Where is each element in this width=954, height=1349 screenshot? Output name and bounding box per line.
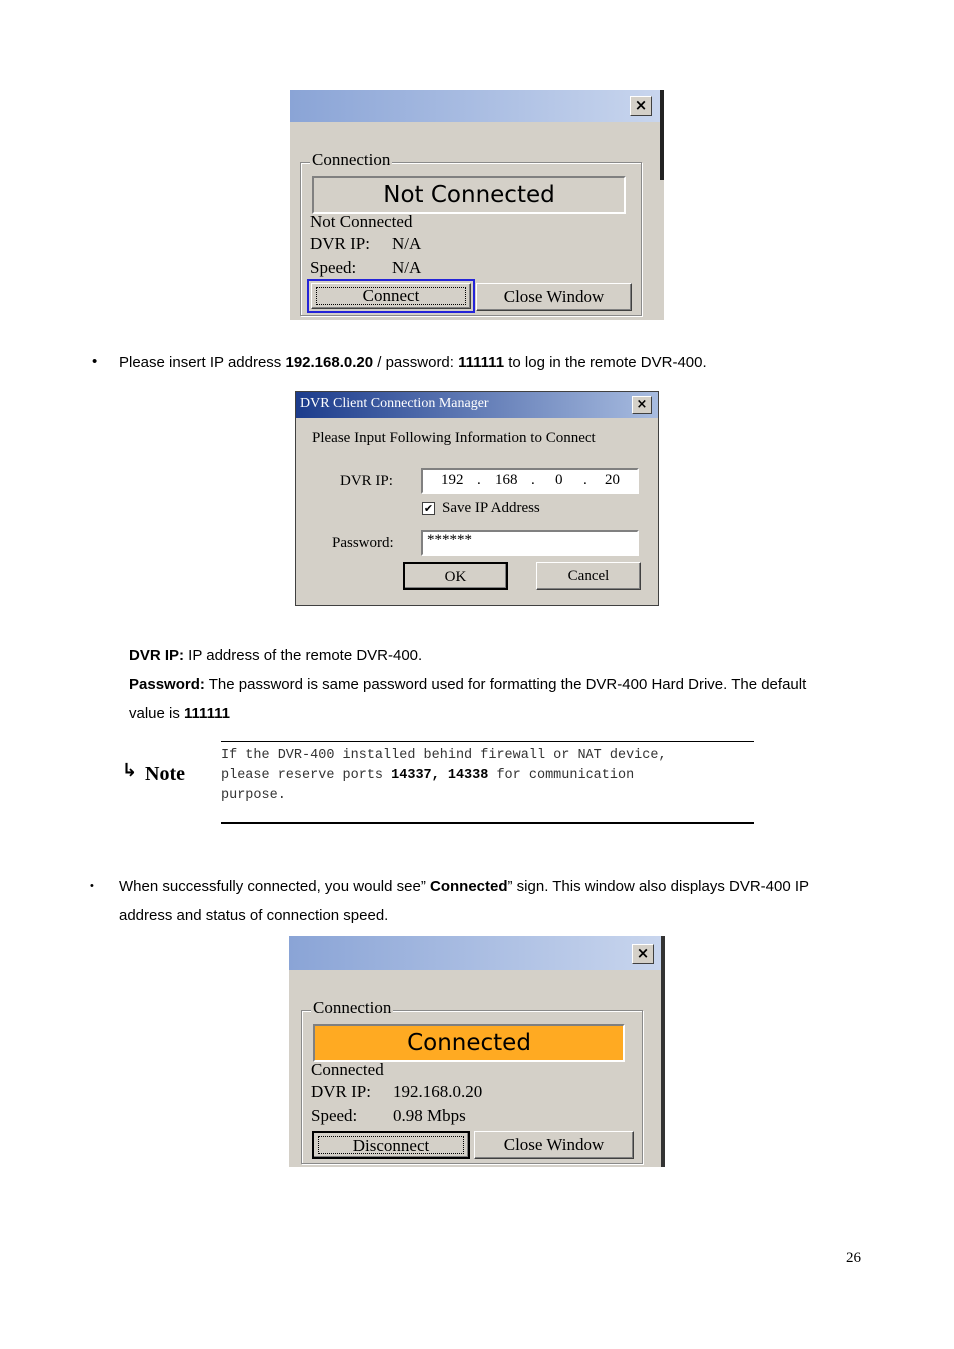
default-value-bold: 111111 bbox=[184, 705, 230, 722]
ip-dot: . bbox=[477, 472, 481, 488]
title-bar bbox=[290, 90, 664, 122]
speed-value: 0.98 Mbps bbox=[393, 1106, 466, 1125]
term-bold: DVR IP: bbox=[129, 647, 185, 664]
close-icon[interactable]: × bbox=[630, 96, 652, 116]
definition-password bbox=[129, 676, 806, 693]
bullet-paragraph-connected bbox=[119, 878, 809, 895]
disconnect-button-label: Disconnect bbox=[352, 1136, 430, 1155]
connection-status-box: Not Connected bbox=[312, 176, 626, 214]
text-segment: please reserve ports bbox=[221, 768, 392, 783]
disconnect-button[interactable] bbox=[312, 1131, 470, 1159]
note-bottom-rule bbox=[221, 822, 754, 824]
bullet-paragraph-connected-line2: address and status of connection speed. bbox=[119, 907, 389, 924]
ip-dot: . bbox=[583, 472, 587, 488]
term-bold: Password: bbox=[129, 676, 205, 693]
text-segment: value is bbox=[129, 705, 185, 722]
dvr-ip-label: DVR IP: bbox=[340, 473, 393, 489]
close-icon[interactable]: × bbox=[632, 396, 652, 414]
connected-bold: Connected bbox=[430, 878, 508, 895]
pushpin-icon: ↳ bbox=[122, 760, 138, 781]
note-line-1: If the DVR-400 installed behind firewall or NAT device, bbox=[221, 748, 667, 763]
page-number: 26 bbox=[846, 1250, 861, 1266]
save-ip-label: Save IP Address bbox=[442, 500, 540, 516]
dvr-ip-input[interactable] bbox=[421, 468, 639, 494]
speed-label: Speed: bbox=[310, 258, 357, 277]
text-segment: / password: bbox=[373, 354, 459, 371]
connection-window-not-connected bbox=[290, 90, 664, 320]
ports-bold: 14337, 14338 bbox=[391, 768, 489, 783]
dvr-ip-value: 192.168.0.20 bbox=[393, 1082, 483, 1101]
term-description: IP address of the remote DVR-400. bbox=[184, 647, 423, 664]
close-window-button[interactable]: Close Window bbox=[474, 1131, 634, 1159]
ip-octet-3: 0 bbox=[555, 472, 563, 488]
password-input[interactable]: ****** bbox=[421, 530, 639, 556]
text-segment: for communication bbox=[488, 768, 635, 783]
password-label: Password: bbox=[332, 535, 394, 551]
close-icon[interactable]: × bbox=[632, 944, 654, 964]
dvr-ip-label: DVR IP: bbox=[310, 234, 370, 253]
input-prompt: Please Input Following Information to Connect bbox=[312, 430, 596, 446]
dialog-title: DVR Client Connection Manager bbox=[300, 396, 489, 411]
definition-dvr-ip bbox=[129, 647, 422, 664]
ip-octet-1: 192 bbox=[441, 472, 464, 488]
term-description: The password is same password used for formatting the DVR-400 Hard Drive. The default bbox=[204, 676, 807, 693]
note-label: Note bbox=[145, 763, 185, 785]
dvr-client-connection-manager-dialog bbox=[295, 391, 659, 606]
ip-address-bold: 192.168.0.20 bbox=[285, 354, 374, 371]
connection-group-label: Connection bbox=[312, 150, 391, 169]
connect-button[interactable] bbox=[311, 283, 471, 309]
checkmark-icon: ✔ bbox=[423, 502, 434, 515]
ip-octet-2: 168 bbox=[495, 472, 518, 488]
password-bold: 111111 bbox=[458, 354, 505, 371]
title-bar bbox=[289, 936, 665, 970]
note-line-2 bbox=[221, 768, 634, 783]
connection-state-text: Not Connected bbox=[310, 212, 413, 231]
dvr-ip-value: N/A bbox=[392, 234, 422, 253]
text-segment: to log in the remote DVR-400. bbox=[504, 354, 707, 371]
dvr-ip-label: DVR IP: bbox=[311, 1082, 371, 1101]
speed-label: Speed: bbox=[311, 1106, 358, 1125]
ip-octet-4: 20 bbox=[605, 472, 620, 488]
connection-window-connected bbox=[289, 936, 665, 1167]
window-right-edge bbox=[660, 90, 664, 180]
cancel-button[interactable]: Cancel bbox=[536, 562, 641, 590]
speed-value: N/A bbox=[392, 258, 422, 277]
connection-state-text: Connected bbox=[311, 1060, 384, 1079]
ip-dot: . bbox=[531, 472, 535, 488]
text-segment: ” sign. This window also displays DVR-400 IP bbox=[507, 878, 810, 895]
ok-button[interactable]: OK bbox=[403, 562, 508, 590]
bullet-dot: • bbox=[92, 353, 98, 370]
text-segment: When successfully connected, you would see” bbox=[119, 878, 430, 895]
bullet-paragraph-login bbox=[119, 354, 707, 371]
bullet-dot: • bbox=[90, 880, 94, 892]
save-ip-checkbox[interactable] bbox=[422, 502, 435, 515]
note-top-rule bbox=[221, 741, 754, 742]
definition-default-value bbox=[129, 705, 230, 722]
note-line-3: purpose. bbox=[221, 788, 286, 803]
connection-group-label: Connection bbox=[313, 998, 392, 1017]
text-segment: Please insert IP address bbox=[119, 354, 286, 371]
close-window-button[interactable]: Close Window bbox=[476, 283, 632, 311]
connection-status-box: Connected bbox=[313, 1024, 625, 1062]
window-right-edge bbox=[661, 936, 665, 1167]
connect-button-label: Connect bbox=[362, 286, 420, 305]
